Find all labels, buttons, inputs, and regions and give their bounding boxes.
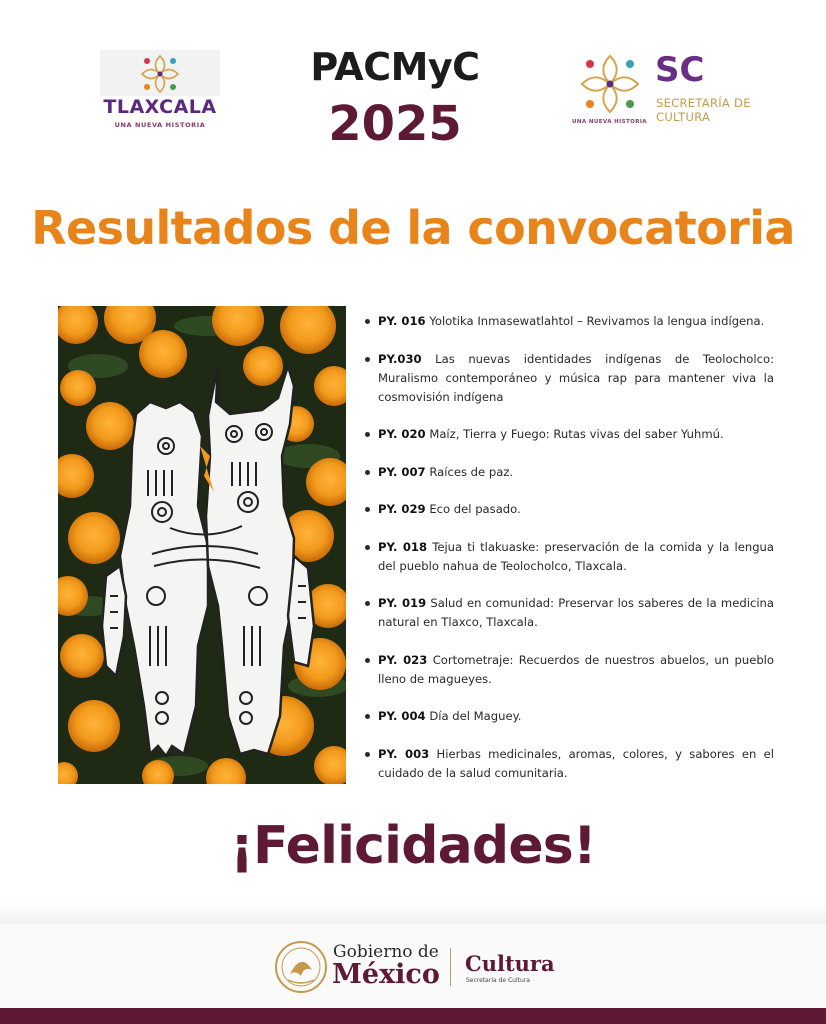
tlaxcala-name: TLAXCALA (103, 96, 217, 118)
list-item (362, 500, 774, 519)
program-title: PACMyC (310, 45, 480, 89)
project-code: PY. 004 (378, 709, 426, 723)
list-item (362, 594, 774, 632)
project-code: PY. 020 (378, 427, 426, 441)
tlaxcala-flower-icon (137, 52, 183, 96)
tlaxcala-tagline: UNA NUEVA HISTORIA (114, 121, 206, 129)
project-title: Día del Maguey. (429, 709, 522, 723)
list-item (362, 538, 774, 576)
list-item (362, 707, 774, 726)
project-title: Hierbas medicinales, aromas, colores, y sabores en el cuidado de la salud comunitaria. (378, 746, 774, 780)
list-item (362, 651, 774, 689)
list-item (362, 425, 774, 444)
tlaxcala-logo (98, 50, 222, 130)
project-title: Tejua ti tlakuaske: preservación de la comida y la lengua del pueblo nahua de Teolocholco, Tlaxcala. (378, 539, 775, 573)
project-code: PY. 003 (378, 746, 430, 761)
project-title: Salud en comunidad: Preservar los saberes de la medicina natural en Tlaxco, Tlaxcala. (378, 596, 774, 629)
sc-abbreviation: SC (655, 50, 705, 90)
list-item (362, 463, 774, 482)
cultura-subtitle: Secretaría de Cultura (466, 977, 530, 984)
secretaria-cultura-logo (572, 50, 762, 130)
list-item (362, 350, 774, 407)
project-title: Las nuevas identidades indígenas de Teolocholco: Muralismo contemporáneo y música rap para mantener viva la cosmovisión indígena (378, 351, 774, 404)
footer (0, 924, 826, 1008)
project-title: Maíz, Tierra y Fuego: Rutas vivas del saber Yuhmú. (429, 427, 724, 441)
footer-separator (0, 902, 826, 924)
project-list (362, 312, 774, 801)
project-code: PY. 016 (378, 314, 426, 328)
project-code: PY. 018 (378, 539, 428, 554)
footer-divider (450, 948, 451, 986)
project-code: PY. 029 (378, 502, 426, 516)
sc-name-line2: CULTURA (656, 110, 711, 124)
sc-tagline: UNA NUEVA HISTORIA (572, 119, 647, 125)
project-code: PY. 007 (378, 464, 426, 479)
list-item (362, 312, 774, 331)
project-code: PY. 023 (378, 652, 428, 667)
sc-flower-icon (578, 52, 642, 116)
cultura-logo-text: Cultura (465, 951, 555, 976)
project-title: Cortometraje: Recuerdos de nuestros abuelos, un pueblo lleno de magueyes. (378, 652, 774, 686)
bottom-bar (0, 1008, 826, 1024)
project-code: PY. 019 (378, 596, 427, 610)
project-title: Raíces de paz. (429, 464, 514, 479)
project-code: PY.030 (378, 351, 422, 366)
project-title: Yolotika Inmasewatlahtol – Revivamos la lengua indígena. (429, 314, 765, 328)
headline: Resultados de la convocatoria (31, 201, 795, 255)
artwork-image (58, 306, 346, 784)
mexico-coat-of-arms-icon (274, 940, 328, 994)
gobierno-line2: México (332, 959, 440, 990)
project-title: Eco del pasado. (429, 502, 521, 516)
list-item (362, 745, 774, 783)
sc-name (656, 96, 766, 124)
congratulations-heading: ¡Felicidades! (230, 816, 596, 876)
sc-name-line1: SECRETARÍA DE (656, 96, 751, 110)
marigold-figures-illustration (58, 306, 346, 784)
program-year: 2025 (328, 96, 462, 152)
gobierno-line1: Gobierno de (333, 942, 439, 962)
